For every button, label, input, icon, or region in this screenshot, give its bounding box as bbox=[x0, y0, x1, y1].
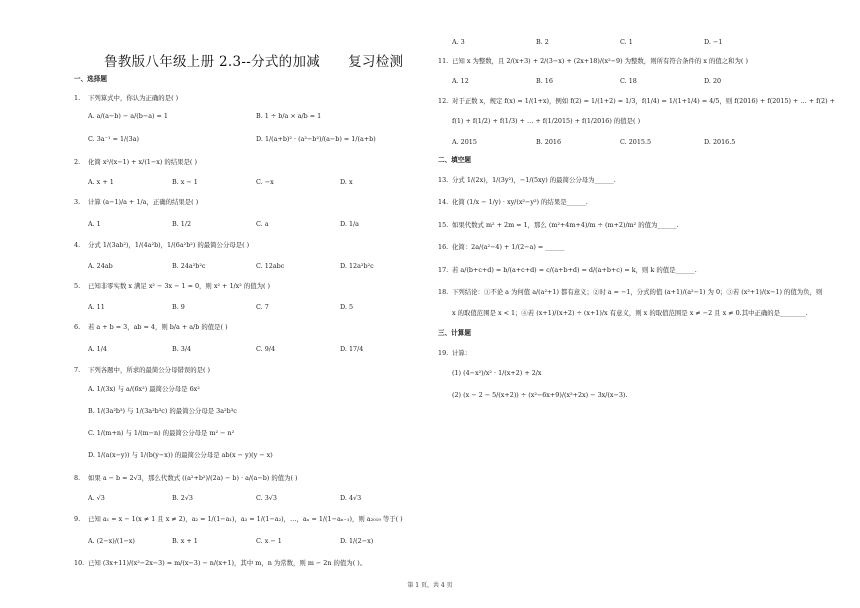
section-calc: 三、计算题 bbox=[438, 329, 471, 337]
question-14 bbox=[438, 198, 588, 206]
question-text: 已知 a₁ = x − 1(x ≠ 1 且 x ≠ 2)，a₂ = 1/(1−a₁)，a₃ = 1/(1−a₂)，…，aₙ = 1/(1−aₙ₋₁)，则 a₂₀₁₉ 等于( ) bbox=[88, 515, 403, 523]
option-c: C. a bbox=[256, 220, 269, 228]
page-footer: 第 1 页，共 4 页 bbox=[407, 582, 453, 589]
question-number: 19. bbox=[438, 349, 449, 357]
question-18-line2: x 的取值范围是 x < 1；④若 (x+1)/(x+2) ÷ (x+1)/x 有意义，则 x 的取值范围是 x ≠ −2 且 x ≠ 0.其中正确的是________. bbox=[452, 309, 808, 317]
option-a: A. (2−x)/(1−x) bbox=[88, 537, 135, 545]
question-13 bbox=[438, 176, 616, 184]
option-d: D. 17/4 bbox=[340, 345, 364, 353]
question-text: 分式 1/(2x)，1/(3y²)，−1/(5xy) 的最简公分母为______. bbox=[452, 176, 616, 184]
option-b: B. x − 1 bbox=[172, 178, 198, 186]
option-d: D. 2016.5 bbox=[704, 138, 736, 146]
option-d: D. 1/(a+b)² · (a²−b²)/(a−b) = 1/(a+b) bbox=[256, 135, 376, 143]
question-16 bbox=[438, 243, 564, 251]
question-text: 下列算式中，你认为正确的是( ) bbox=[88, 94, 179, 102]
question-15 bbox=[438, 221, 679, 229]
question-12-line2: f(1) + f(1/2) + f(1/3) + … + f(1/2015) + f(1/2016) 的值是( ) bbox=[452, 117, 641, 125]
question-text: 计算 (a−1)/a + 1/a，正确的结果是( ) bbox=[88, 198, 199, 206]
left-column bbox=[74, 0, 403, 608]
option-d: D. 5 bbox=[340, 303, 354, 311]
question-1 bbox=[74, 94, 178, 102]
section-fill: 二、填空题 bbox=[438, 156, 471, 164]
question-5 bbox=[74, 282, 270, 290]
question-text: 化简：2a/(a²−4) + 1/(2−a) = ______ bbox=[452, 243, 565, 251]
option-b: B. 24a²b²c bbox=[172, 262, 206, 270]
title-sub: 复习检测 bbox=[348, 54, 404, 70]
option-a: A. 24ab bbox=[88, 262, 113, 270]
question-number: 8. bbox=[74, 474, 81, 482]
question-number: 7. bbox=[74, 366, 81, 374]
option-b: B. 2√3 bbox=[172, 494, 193, 502]
option-a: A. x + 1 bbox=[88, 178, 114, 186]
question-17 bbox=[438, 266, 697, 274]
question-number: 12. bbox=[438, 97, 449, 105]
option-d: D. −1 bbox=[704, 38, 723, 46]
option-a: A. 11 bbox=[88, 303, 105, 311]
section-choice: 一、选择题 bbox=[74, 75, 107, 83]
option-d: D. 1/(a(x−y)) 与 1/(b(y−x)) 的最简公分母是 ab(x − y)(y − x) bbox=[88, 451, 273, 459]
question-number: 4. bbox=[74, 241, 81, 249]
question-19-part2: (2) (x − 2 − 5/(x+2)) ÷ (x²−6x+9)/(x²+2x) − 3x/(x−3). bbox=[452, 391, 628, 399]
option-a: A. 1/4 bbox=[88, 345, 107, 353]
question-19 bbox=[438, 349, 471, 357]
question-10 bbox=[74, 559, 366, 567]
question-number: 11. bbox=[438, 57, 449, 65]
option-b: B. 9 bbox=[172, 303, 185, 311]
option-c: C. 18 bbox=[620, 77, 637, 85]
question-11 bbox=[438, 57, 748, 65]
question-9 bbox=[74, 515, 403, 523]
question-number: 2. bbox=[74, 158, 81, 166]
question-12 bbox=[438, 97, 835, 105]
question-number: 17. bbox=[438, 266, 449, 274]
option-c: C. 3a⁻¹ = 1/(3a) bbox=[88, 135, 140, 143]
option-c: C. 1/(m+n) 与 1/(m−n) 的最简公分母是 m² − n² bbox=[88, 429, 235, 437]
question-number: 14. bbox=[438, 198, 449, 206]
option-b: B. x + 1 bbox=[172, 537, 198, 545]
question-text: 下列各题中，所求的最简公分母错误的是( ) bbox=[88, 366, 211, 374]
option-b: B. 1 ÷ b/a × a/b = 1 bbox=[256, 112, 322, 120]
option-c: C. 12abc bbox=[256, 262, 285, 270]
right-column bbox=[438, 0, 835, 608]
option-a: A. a/(a−b) − a/(b−a) = 1 bbox=[88, 112, 168, 120]
question-19-part1: (1) (4−x²)/x² · 1/(x+2) + 2/x bbox=[452, 369, 542, 377]
option-c: C. 2015.5 bbox=[620, 138, 652, 146]
option-a: A. 12 bbox=[452, 77, 469, 85]
option-c: C. x − 1 bbox=[256, 537, 282, 545]
option-d: D. 1/a bbox=[340, 220, 359, 228]
question-2 bbox=[74, 158, 197, 166]
question-3 bbox=[74, 198, 198, 206]
question-7 bbox=[74, 366, 210, 374]
question-6 bbox=[74, 323, 228, 331]
question-text: 已知 (3x+11)/(x²−2x−3) = m/(x−3) − n/(x+1)，其中 m，n 为常数，则 m − 2n 的值为( )。 bbox=[88, 559, 367, 567]
option-b: B. 2016 bbox=[536, 138, 562, 146]
question-text: 计算： bbox=[452, 349, 472, 357]
option-d: D. 4√3 bbox=[340, 494, 362, 502]
option-b: B. 1/2 bbox=[172, 220, 192, 228]
question-18 bbox=[438, 288, 822, 296]
question-text: 若 a + b = 3，ab = 4，则 b/a + a/b 的值是( ) bbox=[88, 323, 228, 331]
question-text: 若 a/(b+c+d) = b/(a+c+d) = c/(a+b+d) = d/(a+b+c) = k，则 k 的值是______. bbox=[452, 266, 697, 274]
question-number: 13. bbox=[438, 176, 449, 184]
option-a: A. √3 bbox=[88, 494, 105, 502]
option-c: C. 1 bbox=[620, 38, 633, 46]
question-text: 分式 1/(3ab²)，1/(4a²b)，1/(6a²b²) 的最简公分母是( ) bbox=[88, 241, 250, 249]
option-d: D. 20 bbox=[704, 77, 722, 85]
question-number: 1. bbox=[74, 94, 81, 102]
option-d: D. 1/(2−x) bbox=[340, 537, 374, 545]
question-text-line1: 下列结论：①不论 a 为何值 a/(a²+1) 都有意义；②时 a = −1，分式的值 (a+1)/(a²−1) 为 0；③若 (x²+1)/(x−1) 的值为负，则 bbox=[452, 288, 823, 296]
option-a: A. 3 bbox=[452, 38, 465, 46]
question-4 bbox=[74, 241, 249, 249]
question-number: 18. bbox=[438, 288, 449, 296]
question-number: 5. bbox=[74, 282, 81, 290]
option-b: B. 2 bbox=[536, 38, 549, 46]
title-main: 鲁教版八年级上册 2.3--分式的加减 bbox=[104, 54, 321, 70]
question-8 bbox=[74, 474, 298, 482]
question-text: 如果 a − b = 2√3，那么代数式 ((a²+b²)/(2a) − b) · a/(a−b) 的值为( ) bbox=[88, 474, 298, 482]
question-number: 3. bbox=[74, 198, 81, 206]
question-text: 如果代数式 m² + 2m = 1，那么 (m²+4m+4)/m ÷ (m+2)/m² 的值为______. bbox=[452, 221, 679, 229]
option-c: C. −x bbox=[256, 178, 274, 186]
option-c: C. 3√3 bbox=[256, 494, 277, 502]
question-text: 化简 (1/x − 1/y) · xy/(x²−y²) 的结果是______. bbox=[452, 198, 588, 206]
option-b: B. 1/(3a²b³) 与 1/(3a²b³c) 的最简公分母是 3a²b³c bbox=[88, 407, 237, 415]
option-b: B. 16 bbox=[536, 77, 553, 85]
question-number: 10. bbox=[74, 559, 85, 567]
question-number: 16. bbox=[438, 243, 449, 251]
option-c: C. 7 bbox=[256, 303, 269, 311]
question-text-line1: 对于正数 x，规定 f(x) = 1/(1+x)，例如 f(2) = 1/(1+2) = 1/3，f(1/4) = 1/(1+1/4) = 4/5，则 f(2016) + f(2015) + … + f(2) + bbox=[452, 97, 835, 105]
option-b: B. 3/4 bbox=[172, 345, 192, 353]
option-a: A. 1/(3x) 与 a/(6x²) 最简公分母是 6x² bbox=[88, 385, 200, 393]
question-text: 已知非零实数 x 满足 x² − 3x − 1 = 0，则 x² + 1/x² 的值为( ) bbox=[88, 282, 271, 290]
question-number: 15. bbox=[438, 221, 449, 229]
question-text: 已知 x 为整数，且 2/(x+3) + 2/(3−x) + (2x+18)/(x²−9) 为整数，则所有符合条件的 x 的值之和为( ) bbox=[452, 57, 748, 65]
option-a: A. 2015 bbox=[452, 138, 477, 146]
question-number: 9. bbox=[74, 515, 81, 523]
question-number: 6. bbox=[74, 323, 81, 331]
option-d: D. x bbox=[340, 178, 353, 186]
option-d: D. 12a²b²c bbox=[340, 262, 374, 270]
option-a: A. 1 bbox=[88, 220, 101, 228]
question-text: 化简 x²/(x−1) + x/(1−x) 的结果是( ) bbox=[88, 158, 197, 166]
option-c: C. 9/4 bbox=[256, 345, 276, 353]
